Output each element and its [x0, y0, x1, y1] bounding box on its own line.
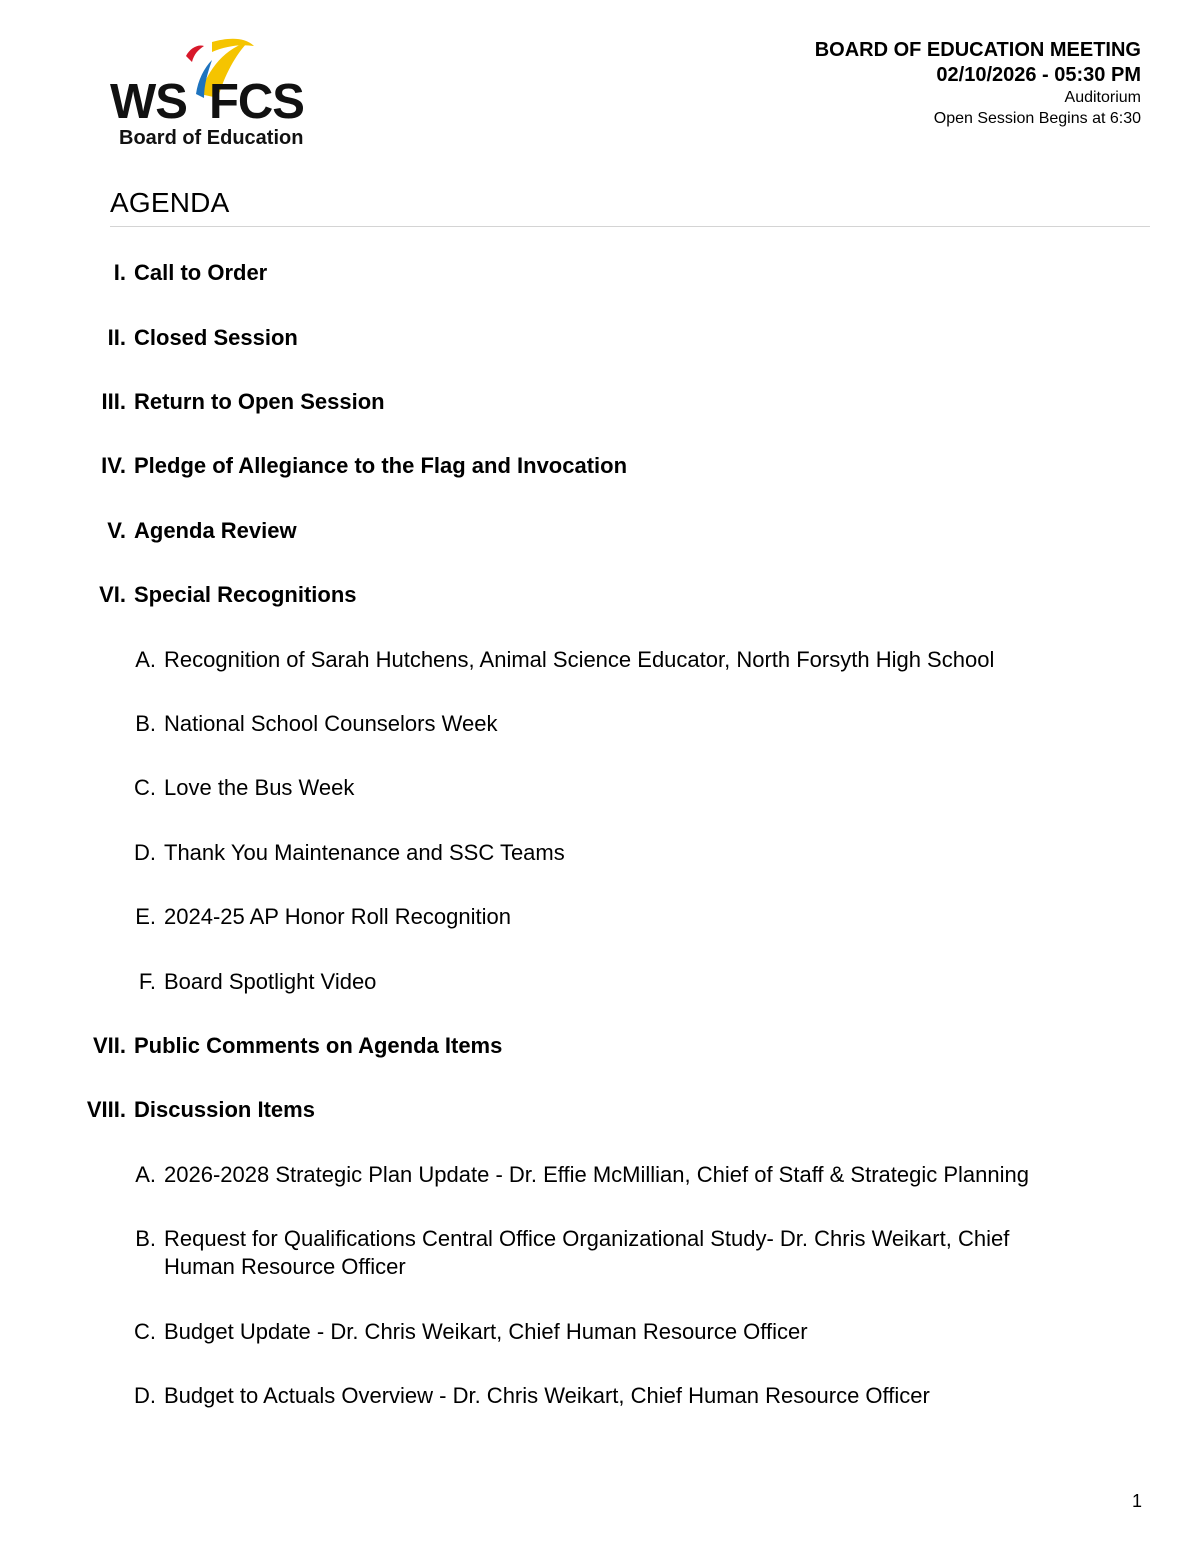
- subitem-label: Budget Update - Dr. Chris Weikart, Chief Human Resource Officer: [164, 1319, 808, 1344]
- section-label: Discussion Items: [134, 1097, 315, 1122]
- subitem-label-continued: Human Resource Officer: [164, 1254, 406, 1279]
- subitem-label: Board Spotlight Video: [164, 969, 377, 994]
- subitem-label: Request for Qualifications Central Office Organizational Study- Dr. Chris Weikart, Chief: [164, 1226, 1010, 1251]
- meeting-header: [815, 38, 1141, 130]
- meeting-datetime: 02/10/2026 - 05:30 PM: [936, 64, 1141, 86]
- section-number: VI.: [99, 582, 126, 607]
- subitem-letter: E.: [135, 904, 156, 929]
- logo-subtitle: Board of Education: [119, 127, 304, 149]
- page-number: 1: [1131, 1491, 1142, 1511]
- subitem-letter: C.: [134, 775, 156, 800]
- subitem-letter: F.: [138, 969, 156, 994]
- heading-divider: [110, 226, 1150, 227]
- subitem-label: Thank You Maintenance and SSC Teams: [164, 840, 565, 865]
- meeting-location: Auditorium: [1064, 89, 1141, 106]
- subitem-letter: A.: [135, 1162, 156, 1187]
- section-label: Call to Order: [134, 260, 268, 285]
- meeting-note: Open Session Begins at 6:30: [933, 110, 1141, 127]
- section-number: VII.: [92, 1033, 126, 1058]
- section-number: IV.: [101, 453, 126, 478]
- section-number: VIII.: [86, 1097, 126, 1122]
- subitem-letter: D.: [134, 1383, 156, 1408]
- section-number: III.: [101, 389, 126, 414]
- subitem-letter: B.: [135, 711, 156, 736]
- subitem-label: Budget to Actuals Overview - Dr. Chris Weikart, Chief Human Resource Officer: [164, 1383, 930, 1408]
- section-label: Closed Session: [134, 325, 298, 350]
- section-label: Agenda Review: [134, 518, 297, 543]
- section-label: Special Recognitions: [134, 582, 357, 607]
- subitem-label: Recognition of Sarah Hutchens, Animal Science Educator, North Forsyth High School: [164, 647, 995, 672]
- wsfcs-logo: [108, 36, 328, 154]
- subitem-letter: A.: [135, 647, 156, 672]
- section-number: V.: [107, 518, 126, 543]
- subitem-letter: B.: [135, 1226, 156, 1251]
- subitem-label: National School Counselors Week: [164, 711, 498, 736]
- logo-wordmark: WS FCS: [110, 75, 304, 129]
- subitem-letter: C.: [134, 1319, 156, 1344]
- meeting-title: BOARD OF EDUCATION MEETING: [814, 39, 1141, 61]
- agenda-heading: AGENDA: [110, 187, 230, 218]
- subitem-letter: D.: [134, 840, 156, 865]
- section-label: Public Comments on Agenda Items: [134, 1033, 503, 1058]
- subitem-label: 2024-25 AP Honor Roll Recognition: [164, 904, 511, 929]
- subitem-label: 2026-2028 Strategic Plan Update - Dr. Effie McMillian, Chief of Staff & Strategic Planning: [164, 1162, 1029, 1187]
- section-number: I.: [113, 260, 126, 285]
- section-label: Pledge of Allegiance to the Flag and Invocation: [134, 453, 628, 478]
- section-label: Return to Open Session: [134, 389, 385, 414]
- subitem-label: Love the Bus Week: [164, 775, 355, 800]
- section-number: II.: [107, 325, 126, 350]
